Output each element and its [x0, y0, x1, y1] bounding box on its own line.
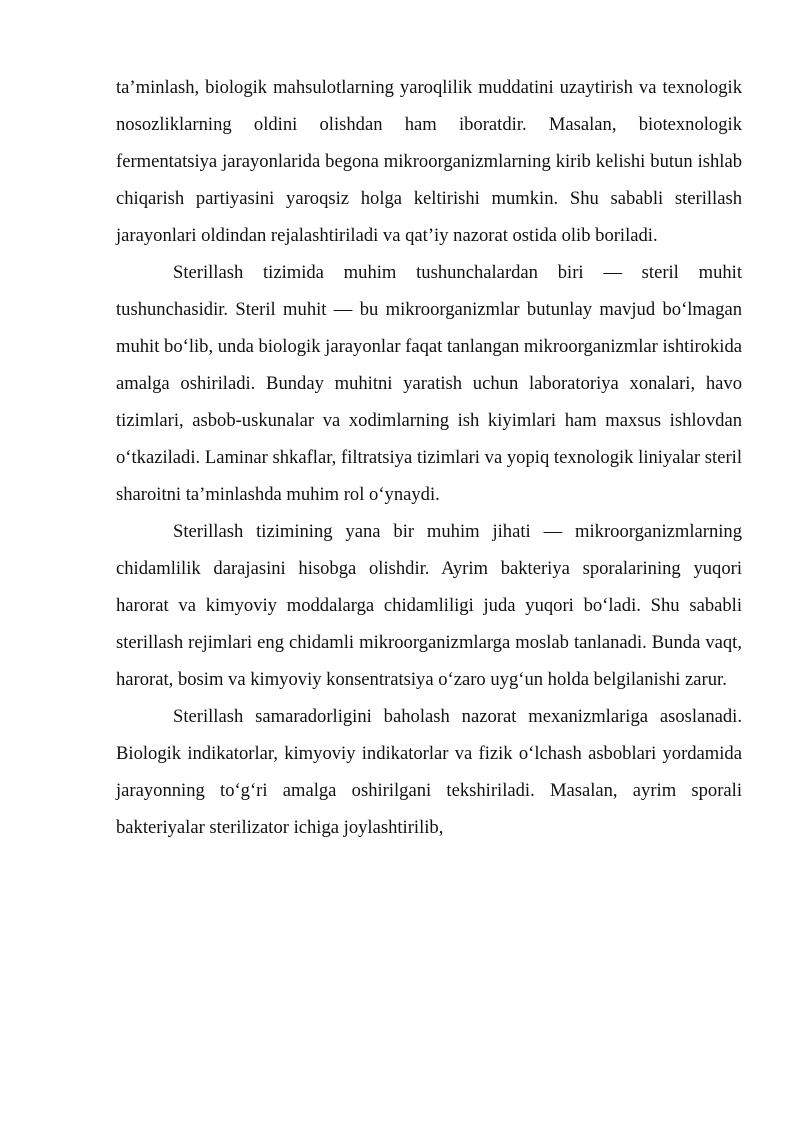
paragraph-continuation: ta’minlash, biologik mahsulotlarning yaroqlilik muddatini uzaytirish va texnologik nosozliklarning oldini olishdan ham iboratdir. Masalan, biotexnologik fermentatsiya jarayonlarida begona mikroorganizmlarning kirib kelishi butun ishlab chiqarish partiyasini yaroqsiz holga keltirishi mumkin. Shu sababli sterillash jarayonlari oldindan rejalashtiriladi va qat’iy nazorat ostida olib boriladi. [116, 77, 742, 246]
document-page [116, 69, 742, 846]
paragraph-resistance: Sterillash tizimining yana bir muhim jihati — mikroorganizmlarning chidamlilik darajasini hisobga olishdir. Ayrim bakteriya sporalarining yuqori harorat va kimyoviy moddalarga chidamliligi juda yuqori bo‘ladi. Shu sababli sterillash rejimlari eng chidamli mikroorganizmlarga moslab tanlanadi. Bunda vaqt, harorat, bosim va kimyoviy konsentratsiya o‘zaro uyg‘un holda belgilanishi zarur. [116, 521, 742, 690]
paragraph-efficiency-control: Sterillash samaradorligini baholash nazorat mexanizmlariga asoslanadi. Biologik indikatorlar, kimyoviy indikatorlar va fizik o‘lchash asboblari yordamida jarayonning to‘g‘ri amalga oshirilgani tekshiriladi. Masalan, ayrim sporali bakteriyalar sterilizator ichiga joylashtirilib, [116, 706, 742, 838]
paragraph-sterile-environment: Sterillash tizimida muhim tushunchalardan biri — steril muhit tushunchasidir. Steril muhit — bu mikroorganizmlar butunlay mavjud bo‘lmagan muhit bo‘lib, unda biologik jarayonlar faqat tanlangan mikroorganizmlar ishtirokida amalga oshiriladi. Bunday muhitni yaratish uchun laboratoriya xonalari, havo tizimlari, asbob-uskunalar va xodimlarning ish kiyimlari ham maxsus ishlovdan o‘tkaziladi. Laminar shkaflar, filtratsiya tizimlari va yopiq texnologik liniyalar steril sharoitni ta’minlashda muhim rol o‘ynaydi. [116, 262, 743, 505]
